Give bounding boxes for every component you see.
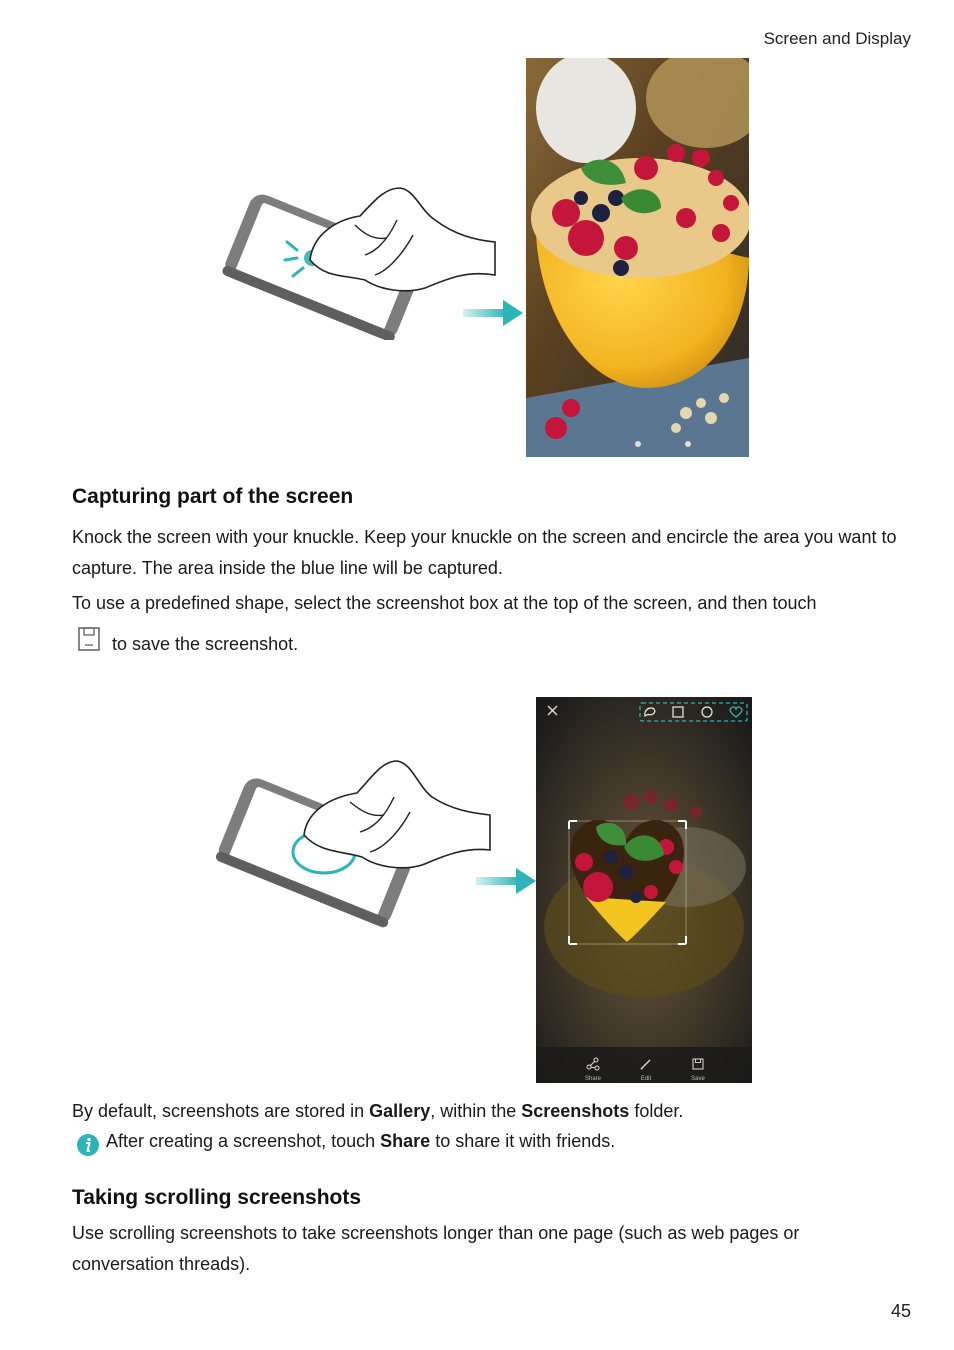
note-text-2: to share it with friends. [430, 1131, 616, 1151]
storage-text-1: By default, screenshots are stored in [72, 1101, 370, 1121]
heart-shape-icon[interactable] [729, 705, 743, 719]
edit-label: Edit [640, 1076, 652, 1082]
pencil-icon [639, 1057, 653, 1071]
paragraph-scrolling: Use scrolling screenshots to take screenshots longer than one page (such as web pages or conversation threads). [72, 1223, 800, 1274]
share-icon [586, 1057, 600, 1071]
save-label: Save [691, 1076, 705, 1082]
food-bowl-photo [526, 58, 749, 457]
storage-text-2: , within the [430, 1101, 522, 1121]
edit-button[interactable] [631, 1057, 661, 1083]
screenshot-editor-preview [536, 697, 752, 1083]
storage-text-3: folder. [629, 1101, 684, 1121]
note-share [106, 1126, 906, 1157]
note-text-1: After creating a screenshot, touch [106, 1131, 381, 1151]
section-heading-partial: Capturing part of the screen [72, 485, 354, 508]
save-icon [691, 1057, 705, 1071]
paragraph-encircle: Knock the screen with your knuckle. Keep your knuckle on the screen and encircle the area you want to capture. The area inside the blue line will be captured. [72, 527, 897, 578]
paragraph-storage-location [72, 1096, 902, 1127]
info-icon [76, 1133, 100, 1157]
share-button[interactable] [578, 1057, 608, 1083]
share-label: Share [584, 1076, 601, 1082]
circle-shape-icon[interactable] [700, 705, 714, 719]
running-header: Screen and Display [763, 29, 911, 48]
arrow-right-icon [463, 298, 525, 328]
knuckle-encircle-illustration [212, 755, 512, 930]
save-icon [78, 627, 100, 651]
gallery-label: Gallery [369, 1101, 431, 1121]
paragraph-predefined-shape: To use a predefined shape, select the screenshot box at the top of the screen, and then touch [72, 593, 817, 613]
arrow-right-icon [476, 866, 538, 896]
rectangle-shape-icon[interactable] [671, 705, 685, 719]
paragraph-save-screenshot: to save the screenshot. [112, 634, 299, 654]
screenshots-folder-label: Screenshots [521, 1101, 630, 1121]
section-heading-scrolling: Taking scrolling screenshots [72, 1186, 362, 1209]
freeform-shape-icon[interactable] [642, 705, 658, 719]
page-number: 45 [890, 1301, 911, 1321]
save-button[interactable] [683, 1057, 713, 1083]
share-term: Share [380, 1131, 431, 1151]
